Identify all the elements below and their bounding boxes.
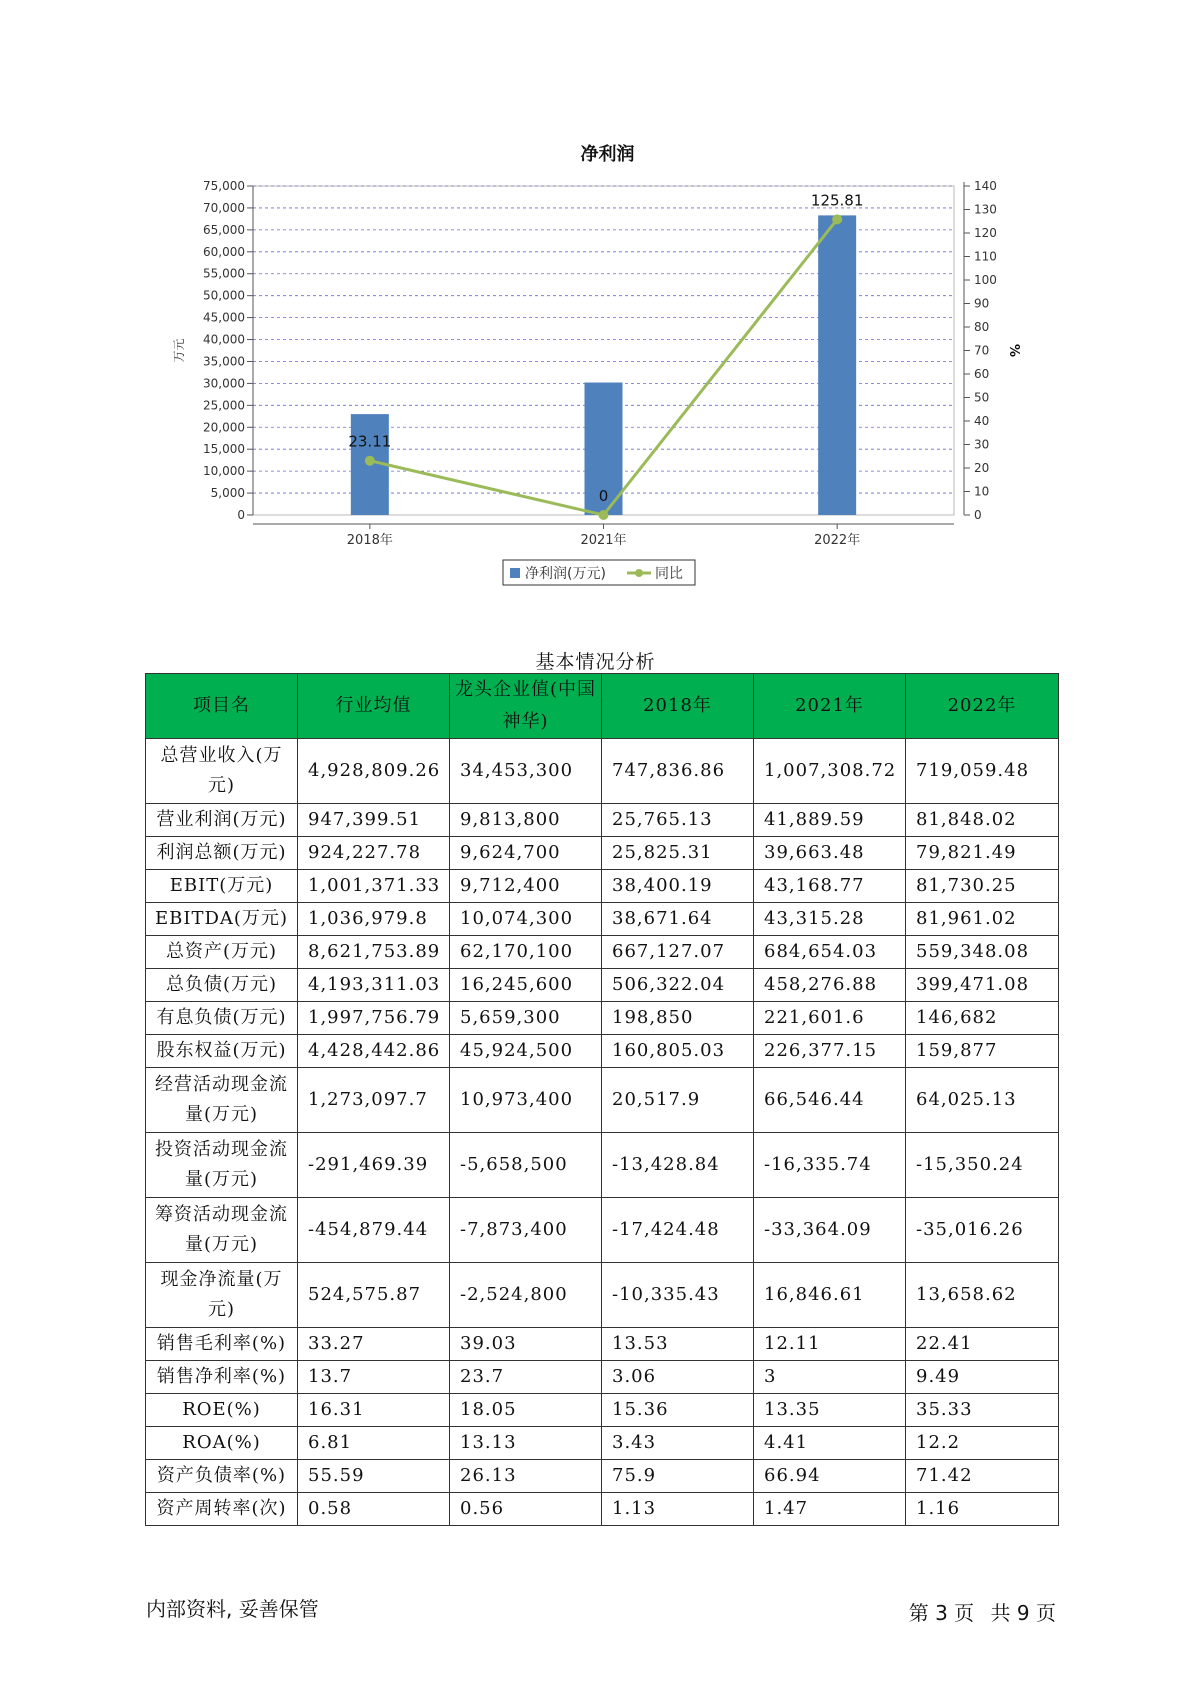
leader-value-cell: 45,924,500: [450, 1035, 602, 1068]
value-2022-cell: 9.49: [906, 1361, 1059, 1394]
table-row: [146, 1361, 1059, 1394]
header-industry-avg: 行业均值: [298, 674, 450, 739]
value-2018-cell: -17,424.48: [602, 1198, 754, 1263]
y2-tick-label: 80: [974, 320, 990, 334]
y2-tick-label: 50: [974, 390, 990, 405]
header-leader-value: 龙头企业值(中国神华): [450, 674, 602, 739]
industry-avg-cell: -291,469.39: [298, 1133, 450, 1198]
value-2022-cell: 159,877: [906, 1035, 1059, 1068]
y-tick-label: 10,000: [203, 464, 245, 479]
row-name-cell: 投资活动现金流量(万元): [146, 1133, 298, 1198]
y-tick-label: 15,000: [203, 442, 245, 457]
value-2018-cell: 13.53: [602, 1328, 754, 1361]
row-name-cell: 营业利润(万元): [146, 804, 298, 837]
leader-value-cell: 10,074,300: [450, 903, 602, 936]
leader-value-cell: 0.56: [450, 1493, 602, 1526]
leader-value-cell: 18.05: [450, 1394, 602, 1427]
value-2022-cell: 64,025.13: [906, 1068, 1059, 1133]
table-row: [146, 1263, 1059, 1328]
leader-value-cell: -7,873,400: [450, 1198, 602, 1263]
leader-value-cell: 13.13: [450, 1427, 602, 1460]
bar-net-profit: [818, 215, 856, 515]
legend-bar-label: 净利润(万元): [525, 566, 606, 582]
value-2018-cell: 25,765.13: [602, 804, 754, 837]
table-row: [146, 1133, 1059, 1198]
row-name-cell: 筹资活动现金流量(万元): [146, 1198, 298, 1263]
leader-value-cell: 34,453,300: [450, 739, 602, 804]
value-2018-cell: 198,850: [602, 1002, 754, 1035]
legend-bar-swatch: [510, 568, 520, 578]
row-name-cell: 有息负债(万元): [146, 1002, 298, 1035]
x-tick-label: 2021年: [580, 533, 627, 548]
value-2018-cell: 15.36: [602, 1394, 754, 1427]
value-2021-cell: 41,889.59: [754, 804, 906, 837]
value-2021-cell: 684,654.03: [754, 936, 906, 969]
y-tick-label: 40,000: [203, 332, 245, 347]
value-2018-cell: 38,400.19: [602, 870, 754, 903]
value-2021-cell: 4.41: [754, 1427, 906, 1460]
legend-line-label: 同比: [655, 566, 683, 582]
table-row: [146, 837, 1059, 870]
industry-avg-cell: 13.7: [298, 1361, 450, 1394]
y-tick-label: 20,000: [203, 420, 245, 435]
industry-avg-cell: 8,621,753.89: [298, 936, 450, 969]
industry-avg-cell: 1,036,979.8: [298, 903, 450, 936]
leader-value-cell: 62,170,100: [450, 936, 602, 969]
leader-value-cell: 26.13: [450, 1460, 602, 1493]
value-2022-cell: -35,016.26: [906, 1198, 1059, 1263]
table-row: [146, 969, 1059, 1002]
chart-title: 净利润: [580, 144, 635, 165]
row-name-cell: ROA(%): [146, 1427, 298, 1460]
table-row: [146, 1035, 1059, 1068]
y2-tick-label: 100: [974, 273, 997, 287]
row-name-cell: 资产周转率(次): [146, 1493, 298, 1526]
value-2022-cell: 12.2: [906, 1427, 1059, 1460]
row-name-cell: 利润总额(万元): [146, 837, 298, 870]
industry-avg-cell: 924,227.78: [298, 837, 450, 870]
value-2018-cell: 747,836.86: [602, 739, 754, 804]
leader-value-cell: -5,658,500: [450, 1133, 602, 1198]
yoy-data-label: 125.81: [810, 191, 864, 210]
y2-tick-label: 20: [974, 461, 990, 475]
y-tick-label: 25,000: [203, 398, 245, 413]
value-2018-cell: 25,825.31: [602, 837, 754, 870]
y2-tick-label: 120: [974, 226, 997, 240]
value-2018-cell: 38,671.64: [602, 903, 754, 936]
y2-tick-label: 90: [974, 296, 990, 311]
y-axis-title: 万元: [172, 338, 186, 363]
industry-avg-cell: 55.59: [298, 1460, 450, 1493]
value-2022-cell: 22.41: [906, 1328, 1059, 1361]
table-row: [146, 1394, 1059, 1427]
value-2022-cell: 81,730.25: [906, 870, 1059, 903]
table-row: [146, 1460, 1059, 1493]
row-name-cell: ROE(%): [146, 1394, 298, 1427]
value-2021-cell: 12.11: [754, 1328, 906, 1361]
table-title: 基本情况分析: [535, 651, 656, 673]
industry-avg-cell: 33.27: [298, 1328, 450, 1361]
footer-confidential-note: 内部资料, 妥善保管: [146, 1597, 319, 1621]
y2-tick-label: 60: [974, 367, 990, 381]
value-2018-cell: 667,127.07: [602, 936, 754, 969]
yoy-point: [365, 456, 375, 466]
value-2021-cell: -16,335.74: [754, 1133, 906, 1198]
y2-tick-label: 10: [974, 484, 990, 499]
value-2021-cell: -33,364.09: [754, 1198, 906, 1263]
basic-analysis-table: [145, 673, 1059, 1526]
leader-value-cell: 23.7: [450, 1361, 602, 1394]
row-name-cell: 销售净利率(%): [146, 1361, 298, 1394]
industry-avg-cell: -454,879.44: [298, 1198, 450, 1263]
page-total: 共 9 页: [990, 1601, 1056, 1625]
value-2021-cell: 3: [754, 1361, 906, 1394]
value-2018-cell: 506,322.04: [602, 969, 754, 1002]
header-2018: 2018年: [602, 674, 754, 739]
leader-value-cell: 5,659,300: [450, 1002, 602, 1035]
table-row: [146, 739, 1059, 804]
table-row: [146, 1002, 1059, 1035]
industry-avg-cell: 1,001,371.33: [298, 870, 450, 903]
industry-avg-cell: 1,997,756.79: [298, 1002, 450, 1035]
value-2018-cell: 3.06: [602, 1361, 754, 1394]
table-row: [146, 1427, 1059, 1460]
value-2022-cell: 13,658.62: [906, 1263, 1059, 1328]
value-2022-cell: 559,348.08: [906, 936, 1059, 969]
industry-avg-cell: 524,575.87: [298, 1263, 450, 1328]
industry-avg-cell: 1,273,097.7: [298, 1068, 450, 1133]
value-2021-cell: 1,007,308.72: [754, 739, 906, 804]
value-2022-cell: 35.33: [906, 1394, 1059, 1427]
y-tick-label: 55,000: [203, 266, 245, 281]
industry-avg-cell: 4,428,442.86: [298, 1035, 450, 1068]
legend-line-marker: [635, 569, 643, 577]
value-2022-cell: 1.16: [906, 1493, 1059, 1526]
table-row: [146, 870, 1059, 903]
y2-tick-label: 130: [974, 202, 997, 217]
value-2022-cell: 81,848.02: [906, 804, 1059, 837]
page-number: 第 3 页: [908, 1601, 975, 1625]
x-tick-label: 2022年: [814, 533, 861, 548]
table-row: [146, 1198, 1059, 1263]
table-row: [146, 804, 1059, 837]
y-tick-label: 30,000: [203, 376, 245, 391]
y-tick-label: 0: [237, 508, 245, 522]
y-tick-label: 50,000: [203, 288, 245, 303]
table-row: [146, 1068, 1059, 1133]
y2-tick-label: 0: [974, 508, 982, 522]
value-2022-cell: 719,059.48: [906, 739, 1059, 804]
value-2021-cell: 226,377.15: [754, 1035, 906, 1068]
industry-avg-cell: 0.58: [298, 1493, 450, 1526]
yoy-data-label: 0: [598, 487, 609, 505]
y-tick-label: 35,000: [203, 354, 245, 369]
row-name-cell: EBITDA(万元): [146, 903, 298, 936]
row-name-cell: EBIT(万元): [146, 870, 298, 903]
value-2018-cell: -13,428.84: [602, 1133, 754, 1198]
row-name-cell: 总资产(万元): [146, 936, 298, 969]
value-2022-cell: 399,471.08: [906, 969, 1059, 1002]
leader-value-cell: 10,973,400: [450, 1068, 602, 1133]
table-row: [146, 1328, 1059, 1361]
yoy-point: [599, 510, 609, 520]
value-2022-cell: 71.42: [906, 1460, 1059, 1493]
leader-value-cell: 9,712,400: [450, 870, 602, 903]
row-name-cell: 股东权益(万元): [146, 1035, 298, 1068]
y-tick-label: 70,000: [203, 200, 245, 215]
value-2021-cell: 16,846.61: [754, 1263, 906, 1328]
row-name-cell: 资产负债率(%): [146, 1460, 298, 1493]
table-row: [146, 903, 1059, 936]
row-name-cell: 销售毛利率(%): [146, 1328, 298, 1361]
row-name-cell: 总负债(万元): [146, 969, 298, 1002]
yoy-point: [832, 214, 842, 224]
y-tick-label: 65,000: [203, 222, 245, 237]
value-2021-cell: 43,168.77: [754, 870, 906, 903]
leader-value-cell: 9,813,800: [450, 804, 602, 837]
yoy-data-label: 23.11: [348, 432, 392, 451]
value-2018-cell: 3.43: [602, 1427, 754, 1460]
y2-tick-label: 110: [974, 249, 997, 264]
value-2018-cell: 75.9: [602, 1460, 754, 1493]
table-row: [146, 1493, 1059, 1526]
leader-value-cell: 39.03: [450, 1328, 602, 1361]
value-2018-cell: -10,335.43: [602, 1263, 754, 1328]
value-2018-cell: 20,517.9: [602, 1068, 754, 1133]
industry-avg-cell: 947,399.51: [298, 804, 450, 837]
x-tick-label: 2018年: [346, 533, 393, 548]
value-2021-cell: 1.47: [754, 1493, 906, 1526]
header-item-name: 项目名: [146, 674, 298, 739]
footer-page-info: [899, 1597, 1056, 1626]
table-header-row: [146, 674, 1059, 739]
value-2018-cell: 160,805.03: [602, 1035, 754, 1068]
y2-tick-label: 140: [974, 179, 997, 193]
y2-tick-label: 30: [974, 437, 990, 452]
value-2022-cell: 79,821.49: [906, 837, 1059, 870]
value-2022-cell: 146,682: [906, 1002, 1059, 1035]
y-tick-label: 75,000: [203, 179, 245, 193]
value-2021-cell: 13.35: [754, 1394, 906, 1427]
value-2022-cell: -15,350.24: [906, 1133, 1059, 1198]
value-2021-cell: 39,663.48: [754, 837, 906, 870]
leader-value-cell: -2,524,800: [450, 1263, 602, 1328]
header-2022: 2022年: [906, 674, 1059, 739]
row-name-cell: 现金净流量(万元): [146, 1263, 298, 1328]
value-2022-cell: 81,961.02: [906, 903, 1059, 936]
table-row: [146, 936, 1059, 969]
value-2021-cell: 66,546.44: [754, 1068, 906, 1133]
y2-tick-label: 40: [974, 414, 990, 428]
row-name-cell: 经营活动现金流量(万元): [146, 1068, 298, 1133]
industry-avg-cell: 6.81: [298, 1427, 450, 1460]
y2-axis-title: %: [1006, 343, 1021, 358]
y-tick-label: 60,000: [203, 244, 245, 259]
y-tick-label: 5,000: [210, 486, 245, 501]
leader-value-cell: 9,624,700: [450, 837, 602, 870]
value-2021-cell: 221,601.6: [754, 1002, 906, 1035]
value-2021-cell: 66.94: [754, 1460, 906, 1493]
industry-avg-cell: 16.31: [298, 1394, 450, 1427]
header-2021: 2021年: [754, 674, 906, 739]
net-profit-chart: [0, 0, 1191, 600]
industry-avg-cell: 4,928,809.26: [298, 739, 450, 804]
industry-avg-cell: 4,193,311.03: [298, 969, 450, 1002]
value-2021-cell: 43,315.28: [754, 903, 906, 936]
y-tick-label: 45,000: [203, 310, 245, 325]
y2-tick-label: 70: [974, 343, 990, 358]
leader-value-cell: 16,245,600: [450, 969, 602, 1002]
row-name-cell: 总营业收入(万元): [146, 739, 298, 804]
value-2021-cell: 458,276.88: [754, 969, 906, 1002]
value-2018-cell: 1.13: [602, 1493, 754, 1526]
